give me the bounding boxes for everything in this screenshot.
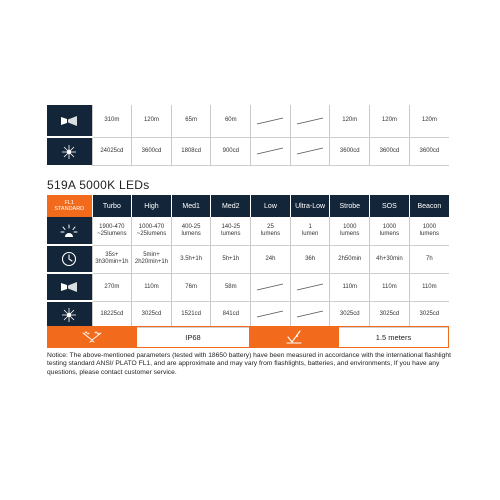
distance-low-na xyxy=(251,273,291,301)
runtime-strobe: 2h50min xyxy=(330,245,370,273)
distance-high: 110m xyxy=(132,273,172,301)
top-intensity-low-na xyxy=(251,137,291,165)
intensity-star-icon xyxy=(61,307,77,323)
lumens-sos xyxy=(370,217,410,245)
fl1-standard-label xyxy=(47,195,92,217)
header-high: High xyxy=(132,195,172,217)
cell-line: 2h20min+1h xyxy=(134,259,169,265)
header-beacon: Beacon xyxy=(409,195,449,217)
lumens-beacon xyxy=(409,217,449,245)
intensity-low-na xyxy=(251,301,291,327)
intensity-row-icon xyxy=(47,137,92,165)
distance-sos: 110m xyxy=(370,273,410,301)
impact-resistance-value: 1.5 meters xyxy=(339,326,449,348)
header-low: Low xyxy=(251,195,291,217)
distance-row-icon xyxy=(47,273,92,301)
not-applicable-slash xyxy=(255,310,285,318)
intensity-med1: 1521cd xyxy=(171,301,211,327)
top-distance-med2: 60m xyxy=(211,105,251,137)
cell-line: 1000-470 xyxy=(138,223,165,230)
distance-med1: 76m xyxy=(171,273,211,301)
top-distance-high: 120m xyxy=(132,105,172,137)
intensity-beacon: 3025cd xyxy=(409,301,449,327)
cell-line: 35s+ xyxy=(105,252,119,258)
distance-beam-icon xyxy=(60,115,78,127)
top-intensity-strobe: 3600cd xyxy=(330,137,370,165)
not-applicable-slash xyxy=(295,283,325,291)
cell-line: lumens xyxy=(419,230,440,237)
cell-line: 1000 xyxy=(343,223,357,230)
cell-line: ~25lumens xyxy=(97,230,127,237)
top-distance-sos: 120m xyxy=(370,105,410,137)
distance-ultra-low-na xyxy=(290,273,330,301)
lumens-strobe xyxy=(330,217,370,245)
not-applicable-slash xyxy=(295,147,325,155)
cell-line: lumens xyxy=(340,230,360,237)
cell-line: ~25lumens xyxy=(136,230,167,237)
main-spec-table xyxy=(47,195,449,328)
runtime-low: 24h xyxy=(251,245,291,273)
top-intensity-ultralow-na xyxy=(290,137,330,165)
runtime-med2: 5h+1h xyxy=(211,245,251,273)
header-med1: Med1 xyxy=(171,195,211,217)
impact-resistance-icon-cell xyxy=(249,326,339,348)
lumens-ultra-low xyxy=(290,217,330,245)
distance-strobe: 110m xyxy=(330,273,370,301)
top-distance-strobe: 120m xyxy=(330,105,370,137)
not-applicable-slash xyxy=(295,310,325,318)
cell-line: lumens xyxy=(181,230,201,237)
top-intensity-med1: 1808cd xyxy=(171,137,211,165)
header-med2: Med2 xyxy=(211,195,251,217)
runtime-turbo xyxy=(92,245,132,273)
lumens-low xyxy=(251,217,291,245)
lumens-med1 xyxy=(171,217,211,245)
cell-line: 1900-470 xyxy=(99,223,125,230)
intensity-med2: 841cd xyxy=(211,301,251,327)
water-resistance-icon xyxy=(80,330,104,344)
intensity-high: 3025cd xyxy=(132,301,172,327)
intensity-ultra-low-na xyxy=(290,301,330,327)
cell-line: 140-25 xyxy=(221,223,241,230)
top-intensity-med2: 900cd xyxy=(211,137,251,165)
top-intensity-high: 3600cd xyxy=(132,137,172,165)
intensity-sos: 3025cd xyxy=(370,301,410,327)
intensity-star-icon xyxy=(61,144,77,160)
distance-med2: 58m xyxy=(211,273,251,301)
cell-line: 1 xyxy=(308,223,312,230)
top-intensity-beacon: 3600cd xyxy=(409,137,449,165)
lumens-high xyxy=(132,217,172,245)
header-strobe: Strobe xyxy=(330,195,370,217)
distance-beacon: 110m xyxy=(409,273,449,301)
cell-line: 3h30min+1h xyxy=(95,259,129,265)
cell-line: lumen xyxy=(301,230,319,237)
fl1-label: FL1 xyxy=(64,199,74,206)
impact-resistance-icon xyxy=(284,329,304,345)
not-applicable-slash xyxy=(255,147,285,155)
not-applicable-slash xyxy=(255,283,285,291)
top-distance-turbo: 310m xyxy=(92,105,132,137)
notice-text: Notice: The above-mentioned parameters (tested with 18650 battery) have been measured in accordance with the international flashlight testing standard ANSI/ PLATO FL1, and are approximate and may vary from flashlights, batteries, and environments, If you have any questions, please contact customer service. xyxy=(47,352,451,376)
brightness-burst-icon xyxy=(60,224,78,238)
cell-line: 5min+ xyxy=(143,252,160,258)
header-ultra-low: Ultra-Low xyxy=(290,195,330,217)
cell-line: 1000 xyxy=(382,223,397,230)
intensity-strobe: 3025cd xyxy=(330,301,370,327)
section-title: 519A 5000K LEDs xyxy=(47,178,150,192)
header-sos: SOS xyxy=(370,195,410,217)
header-turbo: Turbo xyxy=(92,195,132,217)
runtime-ultra-low: 36h xyxy=(290,245,330,273)
top-intensity-sos: 3600cd xyxy=(370,137,410,165)
runtime-row-icon xyxy=(47,245,92,273)
cell-line: lumens xyxy=(379,230,400,237)
cell-line: 400-25 xyxy=(181,223,201,230)
water-resistance-value: IP68 xyxy=(137,326,249,348)
standard-label: STANDARD xyxy=(54,206,85,212)
top-distance-beacon: 120m xyxy=(409,105,449,137)
top-spec-table xyxy=(47,105,449,166)
intensity-row-icon xyxy=(47,301,92,327)
cell-line: 1000 xyxy=(422,223,437,230)
runtime-clock-icon xyxy=(61,251,77,267)
beam-distance-row-icon xyxy=(47,105,92,137)
top-intensity-turbo: 24025cd xyxy=(92,137,132,165)
top-distance-ultralow-na xyxy=(290,105,330,137)
distance-beam-icon xyxy=(60,281,78,293)
not-applicable-slash xyxy=(255,117,285,125)
lumens-turbo xyxy=(92,217,132,245)
cell-line: lumens xyxy=(221,230,241,237)
runtime-high xyxy=(132,245,172,273)
top-distance-low-na xyxy=(251,105,291,137)
brightness-row-icon xyxy=(47,217,92,245)
runtime-beacon: 7h xyxy=(409,245,449,273)
top-distance-med1: 65m xyxy=(171,105,211,137)
lumens-med2 xyxy=(211,217,251,245)
intensity-turbo: 18225cd xyxy=(92,301,132,327)
cell-line: 25 xyxy=(267,223,274,230)
runtime-med1: 3.5h+1h xyxy=(171,245,211,273)
ratings-bar xyxy=(47,326,449,348)
not-applicable-slash xyxy=(295,117,325,125)
cell-line: lumens xyxy=(260,230,281,237)
water-resistance-icon-cell xyxy=(47,326,137,348)
distance-turbo: 270m xyxy=(92,273,132,301)
runtime-sos: 4h+30min xyxy=(370,245,410,273)
